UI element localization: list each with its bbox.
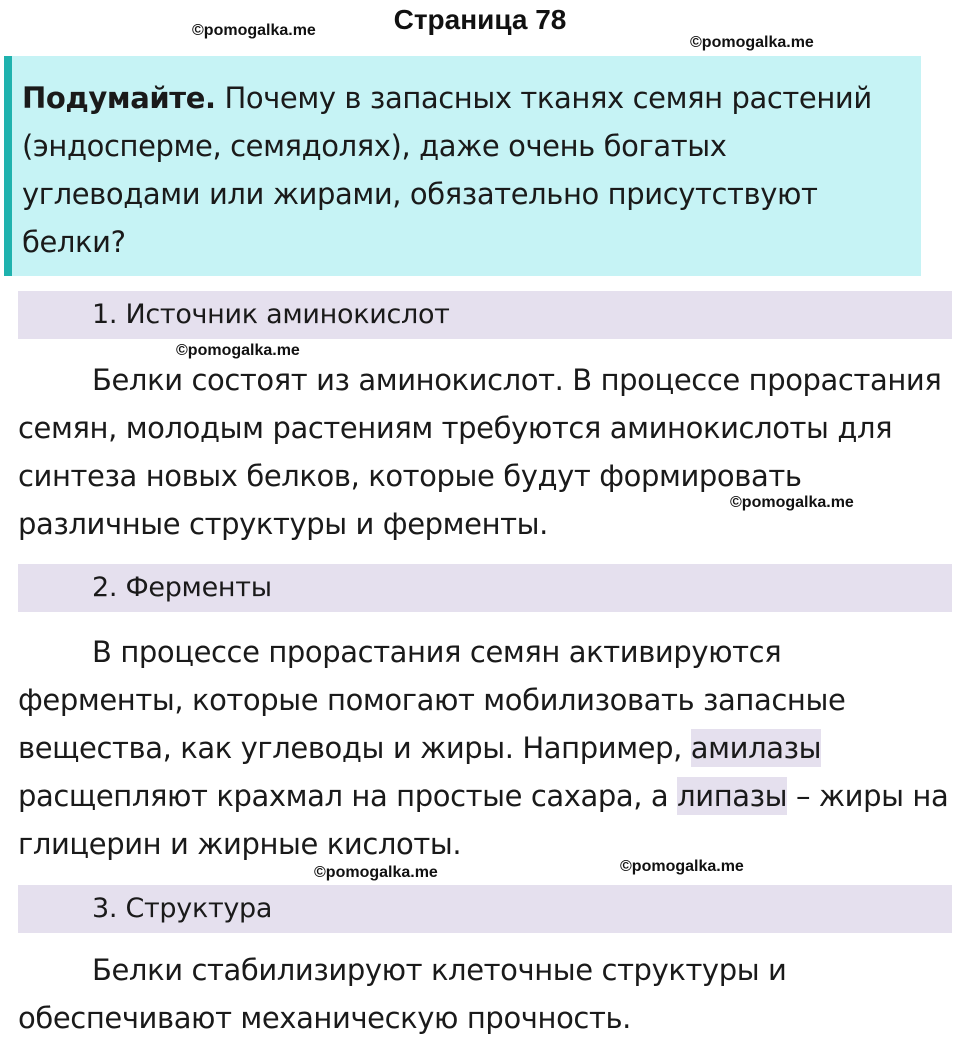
question-label: Подумайте.: [22, 81, 216, 115]
watermark: ©pomogalka.me: [192, 22, 316, 39]
section-text-2: [18, 628, 952, 868]
question-box: [4, 56, 921, 276]
section-text-3-content: Белки стабилизируют клеточные структуры и обеспечивают механическую прочность.: [18, 953, 787, 1035]
watermark: ©pomogalka.me: [314, 864, 438, 881]
watermark: ©pomogalka.me: [730, 494, 854, 511]
question-text: Почему в запасных тканях семян растений (эндосперме, семядолях), даже очень богатых углеводами или жирами, обязательно присутствуют белки?: [22, 81, 872, 259]
watermark: ©pomogalka.me: [176, 342, 300, 359]
section-text-2-before: В процессе прорастания семян активируются ферменты, которые помогают мобилизовать запасные вещества, как углеводы и жиры. Например,: [18, 635, 846, 765]
section-heading-3: 3. Структура: [18, 885, 952, 933]
section-heading-2: 2. Ферменты: [18, 564, 952, 612]
section-text-1-content: Белки состоят из аминокислот. В процессе прорастания семян, молодым растениям требуются аминокислоты для синтеза новых белков, которые будут формировать различные структуры и ферменты.: [18, 363, 942, 541]
page-title: Страница 78: [393, 4, 567, 35]
section-text-3: [18, 946, 952, 1042]
section-text-1: [18, 356, 952, 548]
term-lipase: липазы: [677, 779, 788, 813]
watermark: ©pomogalka.me: [690, 34, 814, 51]
watermark: ©pomogalka.me: [620, 858, 744, 875]
section-text-2-after: – жиры на глицерин и жирные кислоты.: [18, 779, 949, 861]
section-text-2-middle: расщепляют крахмал на простые сахара, а: [18, 779, 669, 813]
section-heading-1: 1. Источник аминокислот: [18, 291, 952, 339]
term-amylase: амилазы: [690, 731, 822, 765]
